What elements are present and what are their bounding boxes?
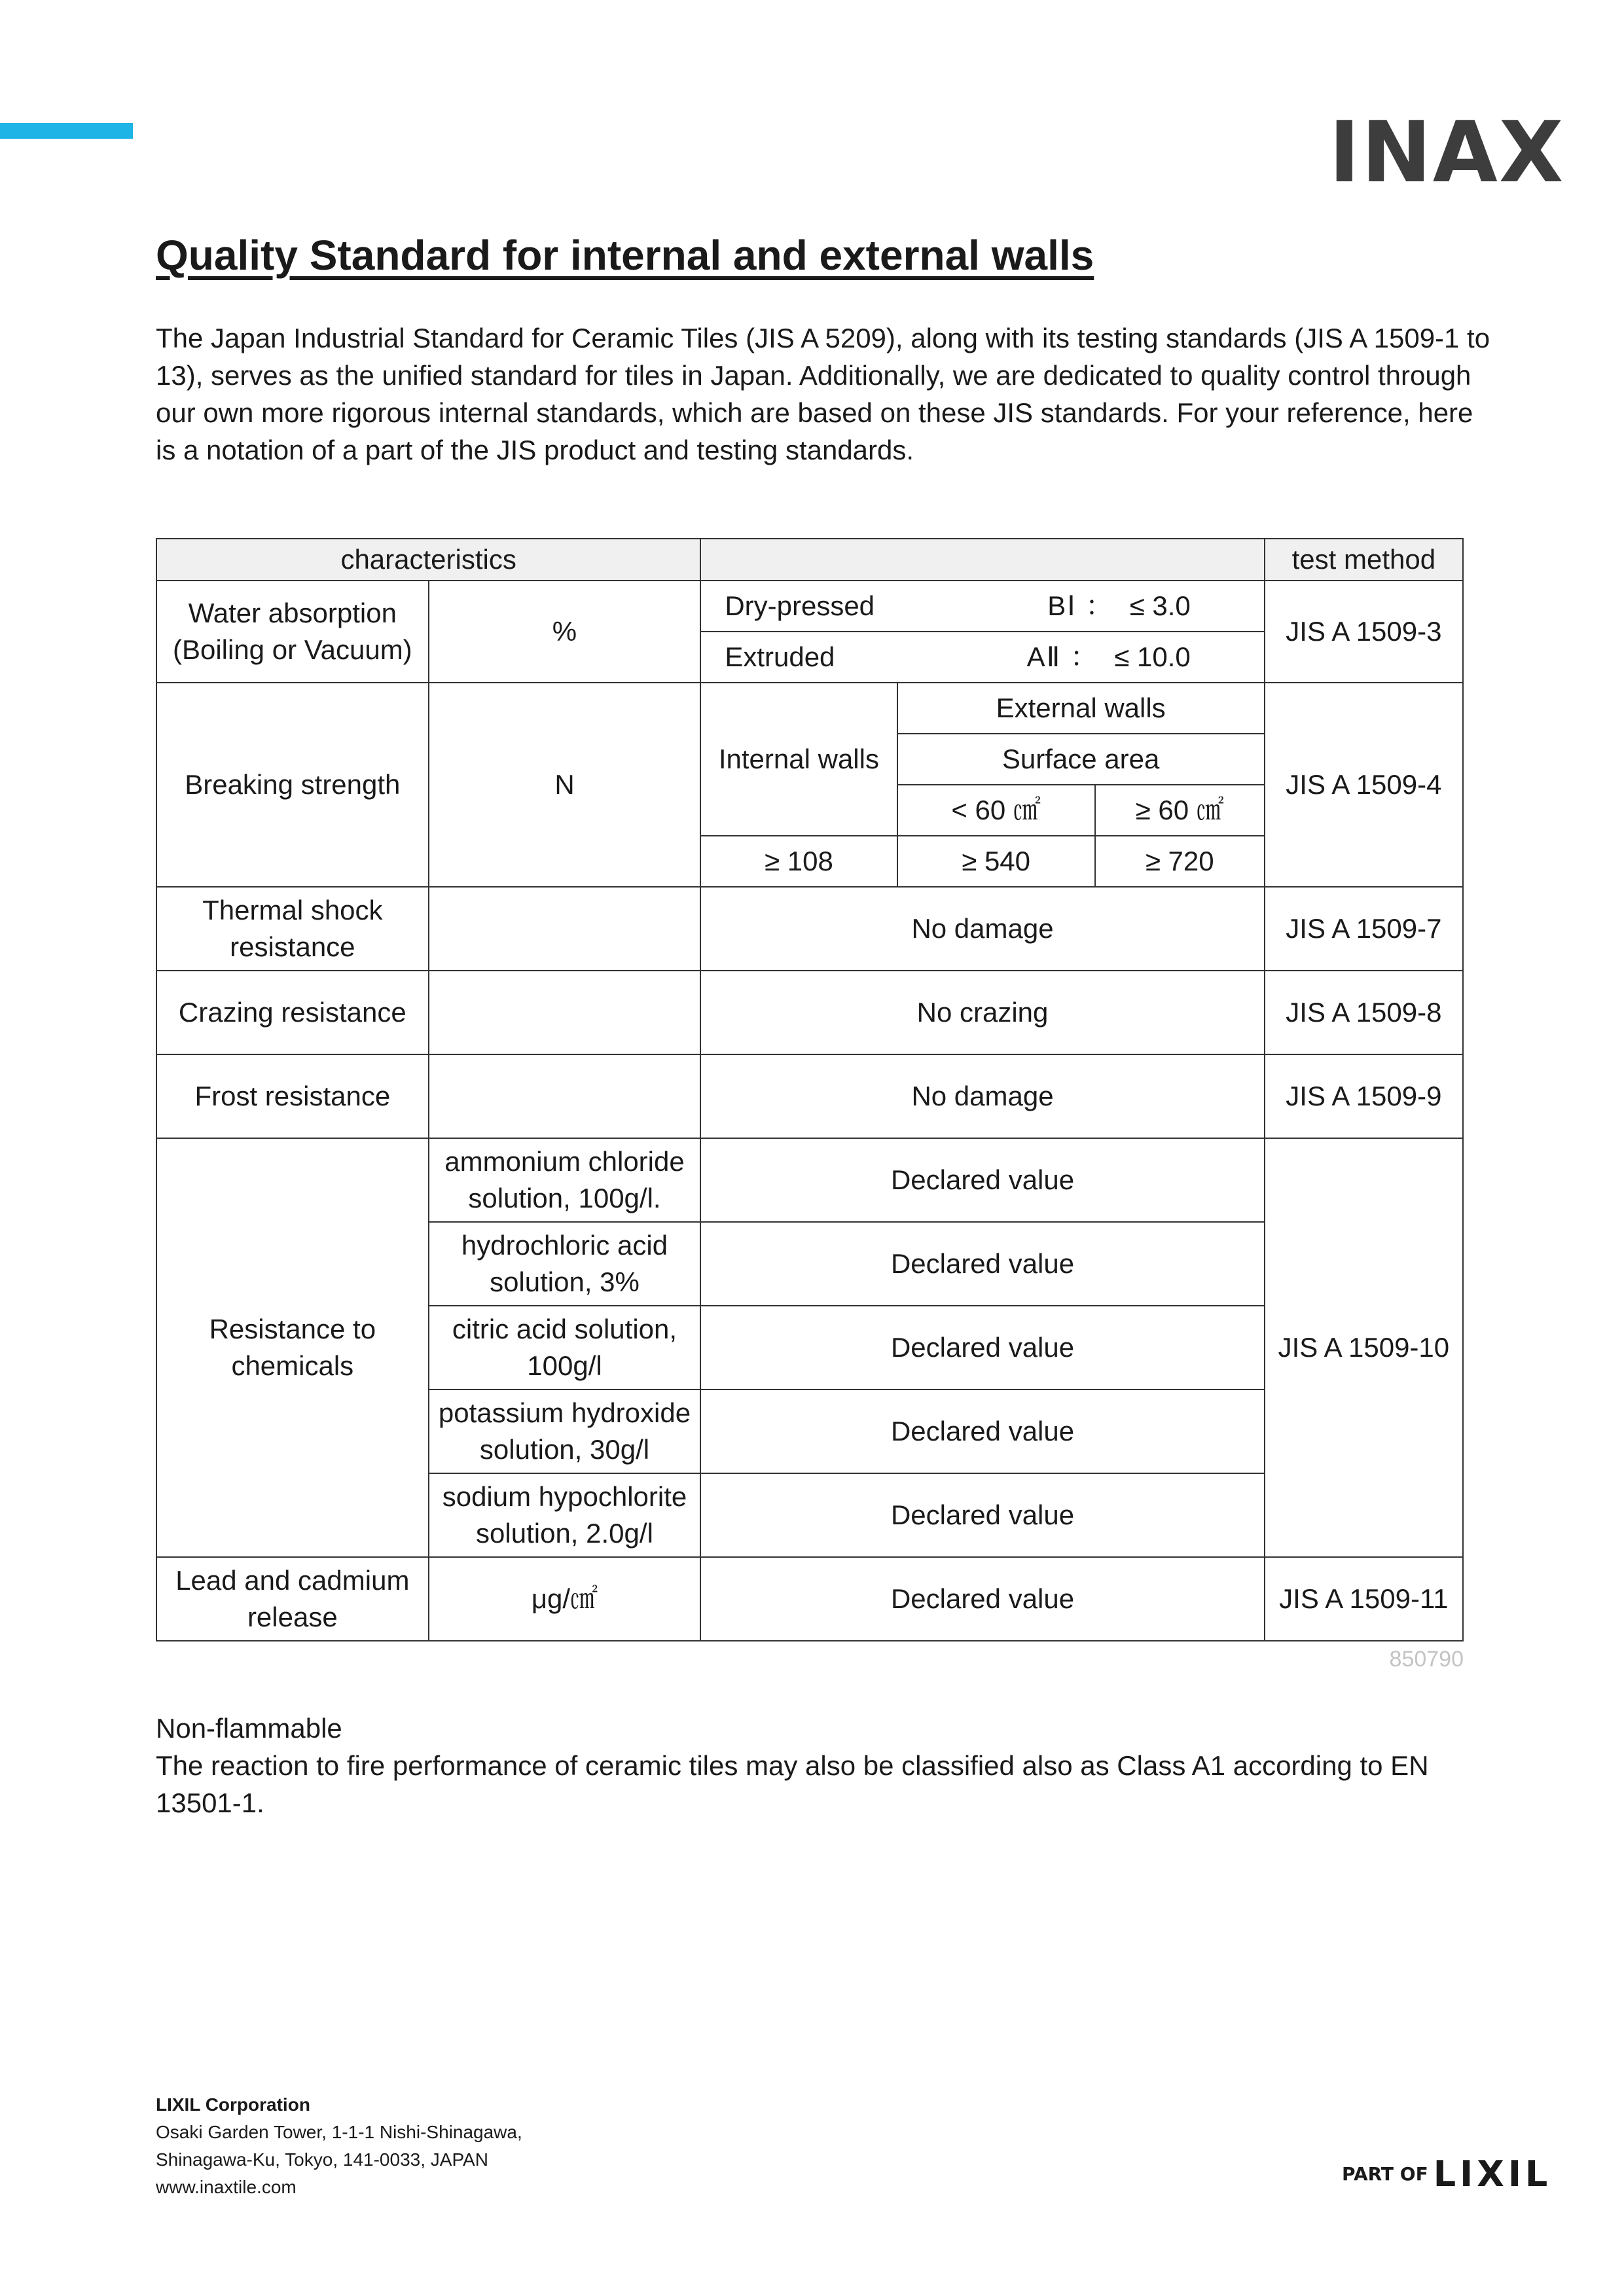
breaking-strength-method: JIS A 1509-4 [1265, 683, 1463, 887]
frost-label: Frost resistance [156, 1054, 429, 1138]
external-ge-value: ≥ 720 [1095, 836, 1265, 887]
thermal-shock-method: JIS A 1509-7 [1265, 887, 1463, 971]
table-row [156, 1138, 1463, 1222]
header-requirement [700, 539, 1264, 581]
wa-value: ≤ 3.0 [1129, 590, 1191, 621]
address-line-1: Osaki Garden Tower, 1-1-1 Nishi-Shinagawa, [156, 2122, 522, 2142]
thermal-shock-label: Thermal shock resistance [156, 887, 429, 971]
external-walls-label: External walls [897, 683, 1265, 734]
internal-walls-value: ≥ 108 [700, 836, 897, 887]
water-absorption-dry-pressed [700, 581, 1264, 632]
chemical-agent: ammonium chloride solution, 100g/l. [429, 1138, 701, 1222]
thermal-shock-unit [429, 887, 701, 971]
table-row [156, 971, 1463, 1054]
surface-area-label: Surface area [897, 734, 1265, 785]
chemical-value: Declared value [700, 1138, 1264, 1222]
header-test-method: test method [1265, 539, 1463, 581]
table-header-row [156, 539, 1463, 581]
website-link[interactable]: www.inaxtile.com [156, 2177, 297, 2197]
part-of-lixil-logo [1342, 2153, 1552, 2195]
chemical-agent: hydrochloric acid solution, 3% [429, 1222, 701, 1306]
external-lt-value: ≥ 540 [897, 836, 1095, 887]
thermal-shock-value: No damage [700, 887, 1264, 971]
header-characteristics: characteristics [156, 539, 700, 581]
fire-notes [156, 1710, 1494, 1821]
notes-text: The reaction to fire performance of ceramic tiles may also be classified also as Class A1 according to EN 13501-1. [156, 1750, 1429, 1818]
area-at-least-60: ≥ 60 ㎠ [1095, 785, 1265, 836]
crazing-unit [429, 971, 701, 1054]
intro-paragraph: The Japan Industrial Standard for Ceramic Tiles (JIS A 5209), along with its testing standards (JIS A 1509-1 to 13), serves as the unified standard for tiles in Japan. Additionally, we are dedicated to quality control through our own more rigorous internal standards, which are based on these JIS standards. For your reference, here is a notation of a part of the JIS product and testing standards. [156, 323, 1490, 465]
wa-type: Extruded [725, 641, 835, 672]
inax-logo: INAX [1329, 104, 1565, 202]
chemical-agent: citric acid solution, 100g/l [429, 1306, 701, 1390]
chemical-value: Declared value [700, 1473, 1264, 1557]
footer-address [156, 2091, 522, 2201]
wa-class: AⅡ ： [1026, 641, 1099, 672]
breaking-strength-label: Breaking strength [156, 683, 429, 887]
table-row [156, 683, 1463, 734]
area-less-than-60: < 60 ㎠ [897, 785, 1095, 836]
chemical-agent: sodium hypochlorite solution, 2.0g/l [429, 1473, 701, 1557]
water-absorption-method: JIS A 1509-3 [1265, 581, 1463, 683]
notes-heading: Non-flammable [156, 1713, 342, 1744]
table-row [156, 1054, 1463, 1138]
chemical-value: Declared value [700, 1222, 1264, 1306]
document-code: 850790 [1389, 1647, 1464, 1672]
chemical-agent: potassium hydroxide solution, 30g/l [429, 1390, 701, 1473]
internal-walls-label: Internal walls [700, 683, 897, 836]
water-absorption-unit: % [429, 581, 701, 683]
wa-class: BⅠ ： [1047, 590, 1115, 621]
lead-cadmium-unit: μg/㎠ [429, 1557, 701, 1641]
page-title: Quality Standard for internal and external walls [156, 232, 1094, 279]
lead-cadmium-value: Declared value [700, 1557, 1264, 1641]
chemicals-label: Resistance to chemicals [156, 1138, 429, 1557]
frost-unit [429, 1054, 701, 1138]
lead-cadmium-label: Lead and cadmium release [156, 1557, 429, 1641]
water-absorption-extruded [700, 632, 1264, 683]
company-name: LIXIL Corporation [156, 2094, 310, 2115]
water-absorption-label: Water absorption (Boiling or Vacuum) [156, 581, 429, 683]
breaking-strength-unit: N [429, 683, 701, 887]
chemical-value: Declared value [700, 1390, 1264, 1473]
frost-method: JIS A 1509-9 [1265, 1054, 1463, 1138]
lead-cadmium-method: JIS A 1509-11 [1265, 1557, 1463, 1641]
chemicals-method: JIS A 1509-10 [1265, 1138, 1463, 1557]
crazing-method: JIS A 1509-8 [1265, 971, 1463, 1054]
wa-type: Dry-pressed [725, 590, 875, 621]
table-row [156, 887, 1463, 971]
frost-value: No damage [700, 1054, 1264, 1138]
quality-standard-table [156, 538, 1464, 1641]
address-line-2: Shinagawa-Ku, Tokyo, 141-0033, JAPAN [156, 2149, 488, 2170]
chemical-value: Declared value [700, 1306, 1264, 1390]
table-row [156, 581, 1463, 632]
crazing-value: No crazing [700, 971, 1264, 1054]
lixil-logo: LIXIL [1433, 2153, 1552, 2195]
wa-value: ≤ 10.0 [1114, 641, 1191, 672]
accent-bar [0, 123, 133, 139]
table-row [156, 1557, 1463, 1641]
crazing-label: Crazing resistance [156, 971, 429, 1054]
part-of-text: PART OF [1342, 2163, 1428, 2185]
